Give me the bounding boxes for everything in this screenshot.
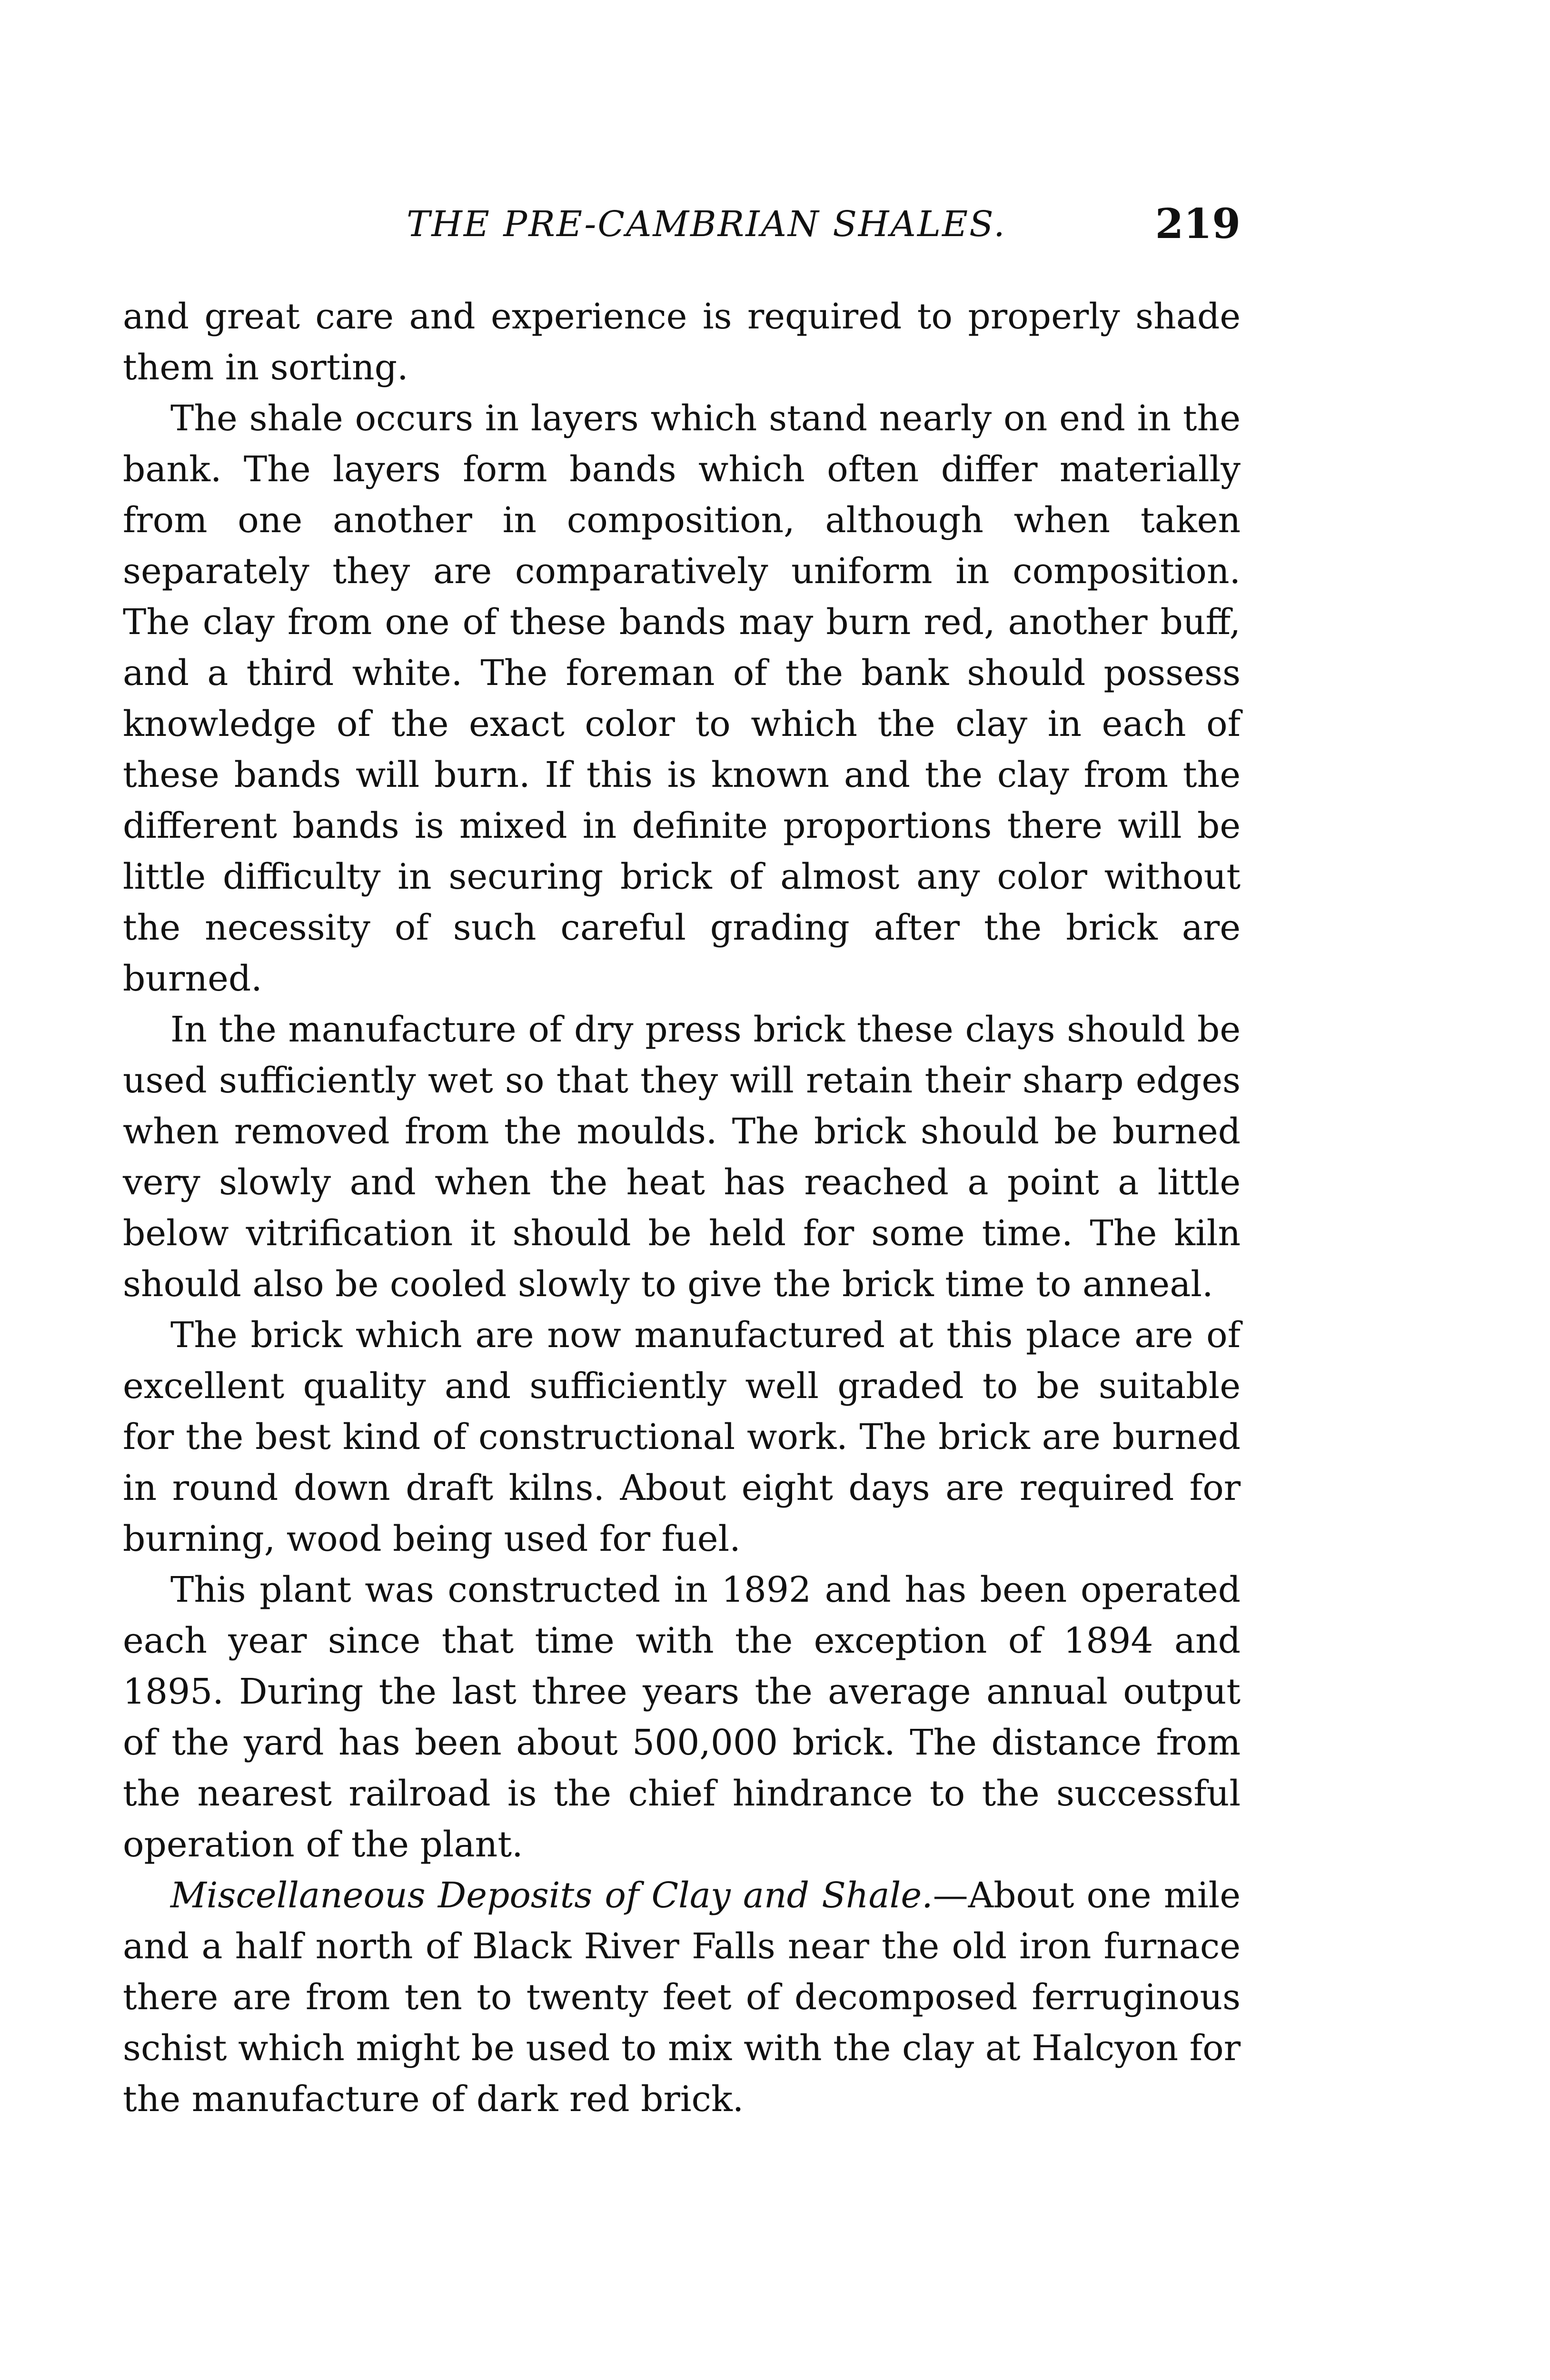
book-page bbox=[123, 200, 1241, 2125]
running-title: THE PRE-CAMBRIAN SHALES. bbox=[407, 204, 1006, 245]
section-heading: Miscellaneous Deposits of Clay and Shale. bbox=[170, 1875, 933, 1916]
paragraph-text: —About one mile and a half north of Black River Falls near the old iron furnace there are from ten to twenty feet of decomposed ferruginous schist which might be used to mix with the clay at Halcyon for the manufacture of dark red brick. bbox=[123, 1875, 1241, 2120]
body-text bbox=[123, 291, 1241, 2125]
paragraph-continued: and great care and experience is required to properly shade them in sorting. bbox=[123, 296, 1241, 388]
paragraph-plant-history: This plant was constructed in 1892 and has been operated each year since that time with the exception of 1894 and 1895. During the last three years the average annual output of the yard has been about 500,000 brick. The distance from the nearest railroad is the chief hindrance to the successful operation of the plant. bbox=[123, 1569, 1241, 1865]
paragraph-brick-quality: The brick which are now manufactured at this place are of excellent quality and sufficiently well graded to be suitable for the best kind of constructional work. The brick are burned in round down draft kilns. About eight days are required for burning, wood being used for fuel. bbox=[123, 1315, 1241, 1559]
paragraph-shale-layers: The shale occurs in layers which stand nearly on end in the bank. The layers form bands which often differ materially from one another in composition, although when taken separately they are comparatively uniform in composition. The clay from one of these bands may burn red, another buff, and a third white. The foreman of the bank should possess knowledge of the exact color to which the clay in each of these bands will burn. If this is known and the clay from the different bands is mixed in definite proportions there will be little difficulty in securing brick of almost any color without the necessity of such careful grading after the brick are burned. bbox=[123, 398, 1241, 999]
paragraph-dry-press: In the manufacture of dry press brick these clays should be used sufficiently wet so that they will retain their sharp edges when removed from the moulds. The brick should be burned very slowly and when the heat has reached a point a little below vitrification it should be held for some time. The kiln should also be cooled slowly to give the brick time to anneal. bbox=[123, 1009, 1241, 1305]
paragraph-miscellaneous-deposits bbox=[123, 1870, 1241, 2125]
page-number: 219 bbox=[1155, 200, 1241, 248]
page-header bbox=[123, 200, 1241, 271]
